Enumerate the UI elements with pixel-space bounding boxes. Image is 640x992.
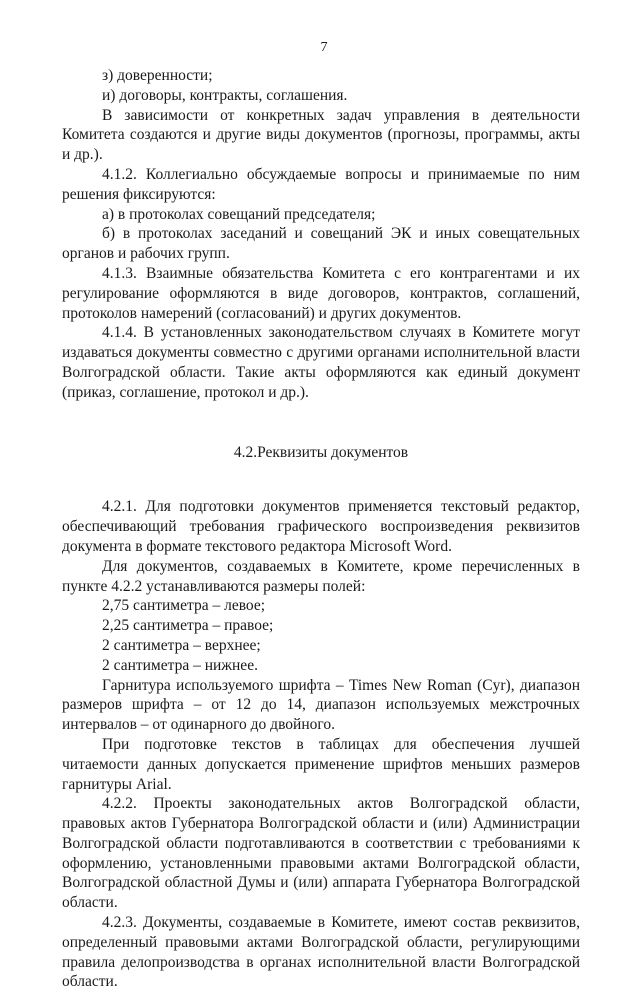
paragraph-4-1-2: 4.1.2. Коллегиально обсуждаемые вопросы и принимаемые по ним решения фиксируются: — [62, 165, 580, 203]
list-item-i: и) договоры, контракты, соглашения. — [102, 86, 348, 104]
paragraph-4-2-1: 4.2.1. Для подготовки документов применяется текстовый редактор, обеспечивающий требования графического воспроизведения реквизитов документа в формате текстового редактора Microsoft Word. — [62, 498, 580, 555]
margin-left-item: 2,75 сантиметра – левое; — [102, 597, 266, 615]
list-item-b: б) в протоколах заседаний и совещаний ЭК и иных совещательных органов и рабочих групп. — [62, 225, 580, 263]
paragraph-4-2-2: 4.2.2. Проекты законодательных актов Волгоградской области, правовых актов Губернатора Волгоградской области и (или) Администрации Волгоградской области подготавливаются в соответствии с требованиями к оформлению, установленными правовыми актами Волгоградской области, Волгоградской областной Думы и (или) аппарата Губернатора Волгоградской области. — [62, 795, 580, 912]
margin-right-item: 2,25 сантиметра – правое; — [102, 617, 274, 635]
page-number: 7 — [320, 40, 328, 55]
paragraph-tables: При подготовке текстов в таблицах для обеспечения лучшей читаемости данных допускается применение шрифтов меньших размеров гарнитуры Arial. — [62, 735, 580, 793]
paragraph-font: Гарнитура используемого шрифта – Times New Roman (Cyr), диапазон размеров шрифта – от 12 до 14, диапазон используемых межстрочных интервалов – от одинарного до двойного. — [62, 676, 580, 734]
list-item-z: з) доверенности; — [102, 67, 213, 84]
margin-top-item: 2 сантиметра – верхнее; — [102, 636, 261, 654]
paragraph-4-1-3: 4.1.3. Взаимные обязательства Комитета с его контрагентами и их регулирование оформляются в виде договоров, контрактов, соглашений, протоколов намерений (согласований) и других документов. — [62, 264, 580, 322]
list-item-a: а) в протоколах совещаний председателя; — [102, 205, 376, 223]
paragraph-4-1-4: 4.1.4. В установленных законодательством случаях в Комитете могут издаваться документы совместно с другими органами исполнительной власти Волгоградской области. Такие акты оформляются как единый документ (приказ, соглашение, протокол и др.). — [62, 324, 580, 401]
margin-bottom-item: 2 сантиметра – нижнее. — [102, 656, 258, 674]
paragraph-other-docs: В зависимости от конкретных задач управления в деятельности Комитета создаются и другие виды документов (прогнозы, программы, акты и др.). — [62, 106, 580, 164]
document-body — [62, 66, 580, 992]
section-heading: 4.2.Реквизиты документов — [233, 443, 409, 461]
paragraph-margins: Для документов, создаваемых в Комитете, кроме перечисленных в пункте 4.2.2 устанавливаются размеры полей: — [62, 557, 580, 595]
paragraph-4-2-3: 4.2.3. Документы, создаваемые в Комитете, имеют состав реквизитов, определенный правовыми актами Волгоградской области, регулирующими правила делопроизводства в органах исполнительной власти Волгоградской области. — [62, 914, 580, 991]
